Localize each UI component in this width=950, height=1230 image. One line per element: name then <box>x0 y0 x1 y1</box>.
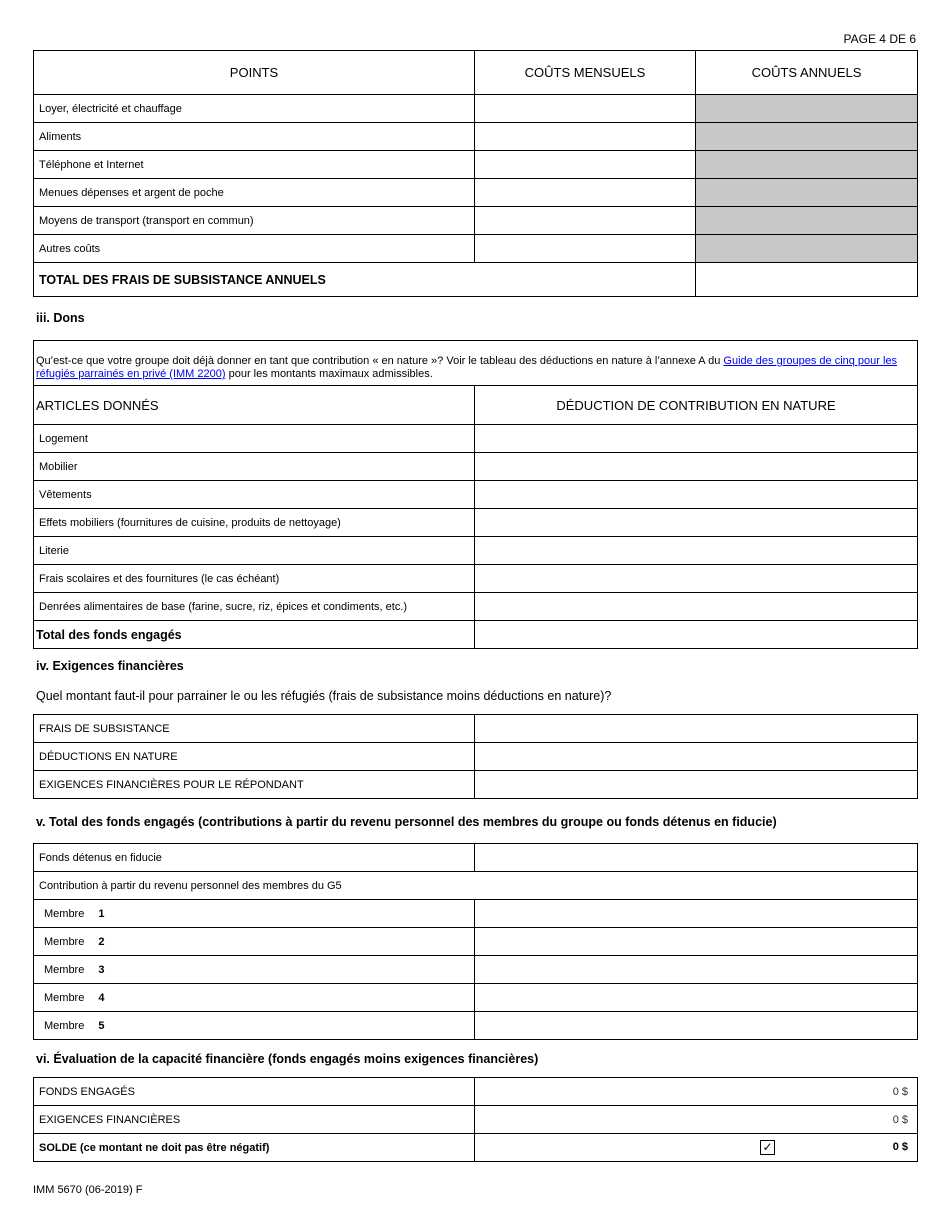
balance-value: 0 $ <box>892 1141 908 1153</box>
in-kind-deduction-input[interactable] <box>475 537 918 565</box>
member-contribution-input[interactable] <box>475 1012 918 1040</box>
form-code-footer: IMM 5670 (06-2019) F <box>33 1184 143 1196</box>
in-kind-deduction-input[interactable] <box>475 565 918 593</box>
donations-intro-text-end: pour les montants maximaux admissibles. <box>225 368 433 380</box>
donated-item-label: Frais scolaires et des fournitures (le cas échéant) <box>34 565 475 593</box>
donations-table <box>33 340 918 649</box>
funds-committed-section-title: v. Total des fonds engagés (contributions à partir du revenu personnel des membres du groupe ou fonds détenus en fiducie) <box>36 815 777 829</box>
member-number: 1 <box>98 907 105 920</box>
donations-intro-text: Qu’est-ce que votre groupe doit déjà donner en tant que contribution « en nature »? Voir le tableau des déductions en nature à l’annexe A du <box>36 355 724 367</box>
page-number: PAGE 4 DE 6 <box>843 32 916 46</box>
in-kind-deductions-label: DÉDUCTIONS EN NATURE <box>34 743 475 771</box>
sponsor-requirements-label: EXIGENCES FINANCIÈRES POUR LE RÉPONDANT <box>34 771 475 799</box>
annual-cost-cell <box>696 179 918 207</box>
member-row <box>34 928 475 956</box>
donated-item-label: Logement <box>34 425 475 453</box>
annual-cost-cell <box>696 207 918 235</box>
member-number: 2 <box>98 935 105 948</box>
donated-item-label: Effets mobiliers (fournitures de cuisine, produits de nettoyage) <box>34 509 475 537</box>
member-label: Membre <box>44 935 85 948</box>
balance-checkbox[interactable]: ✓ <box>760 1140 775 1155</box>
in-kind-deductions-value <box>475 743 918 771</box>
member-row <box>34 984 475 1012</box>
living-costs-value <box>475 715 918 743</box>
financial-requirements-question: Quel montant faut-il pour parrainer le ou les réfugiés (frais de subsistance moins déductions en nature)? <box>36 689 612 703</box>
in-kind-deduction-input[interactable] <box>475 425 918 453</box>
cost-row-label: Loyer, électricité et chauffage <box>34 95 475 123</box>
member-number: 5 <box>98 1019 105 1032</box>
in-kind-deduction-input[interactable] <box>475 481 918 509</box>
annual-cost-cell <box>696 123 918 151</box>
monthly-cost-input[interactable] <box>475 95 696 123</box>
member-row <box>34 956 475 984</box>
funds-committed-label: FONDS ENGAGÉS <box>34 1078 475 1106</box>
header-donated-items: ARTICLES DONNÉS <box>34 386 475 425</box>
financial-requirements-section-title: iv. Exigences financières <box>36 659 184 673</box>
member-contribution-input[interactable] <box>475 900 918 928</box>
donations-intro <box>34 341 918 386</box>
financial-requirements-value: 0 $ <box>475 1106 918 1134</box>
financial-requirements-label: EXIGENCES FINANCIÈRES <box>34 1106 475 1134</box>
donated-item-label: Vêtements <box>34 481 475 509</box>
cost-row-label: Aliments <box>34 123 475 151</box>
balance-cell <box>475 1134 918 1162</box>
imm-2200-guide-link[interactable]: Guide des groupes de cinq pour les réfugiés parrainés en privé (IMM 2200) <box>36 355 898 380</box>
cost-row-label: Téléphone et Internet <box>34 151 475 179</box>
balance-label: SOLDE (ce montant ne doit pas être négatif) <box>34 1134 475 1162</box>
member-label: Membre <box>44 963 85 976</box>
donated-item-label: Mobilier <box>34 453 475 481</box>
member-label: Membre <box>44 907 85 920</box>
header-monthly-costs: COÛTS MENSUELS <box>475 51 696 95</box>
member-label: Membre <box>44 991 85 1004</box>
sponsor-requirements-value <box>475 771 918 799</box>
member-number: 4 <box>98 991 105 1004</box>
financial-requirements-table <box>33 714 918 799</box>
monthly-cost-input[interactable] <box>475 235 696 263</box>
capacity-table <box>33 1077 918 1162</box>
cost-row-label: Autres coûts <box>34 235 475 263</box>
in-kind-deduction-input[interactable] <box>475 509 918 537</box>
capacity-section-title: vi. Évaluation de la capacité financière (fonds engagés moins exigences financières) <box>36 1052 539 1066</box>
trust-funds-label: Fonds détenus en fiducie <box>34 844 475 872</box>
total-annual-living-costs-label: TOTAL DES FRAIS DE SUBSISTANCE ANNUELS <box>34 263 696 297</box>
in-kind-deduction-input[interactable] <box>475 453 918 481</box>
monthly-cost-input[interactable] <box>475 151 696 179</box>
cost-row-label: Menues dépenses et argent de poche <box>34 179 475 207</box>
member-row <box>34 1012 475 1040</box>
member-contribution-input[interactable] <box>475 984 918 1012</box>
cost-row-label: Moyens de transport (transport en commun) <box>34 207 475 235</box>
living-costs-table <box>33 50 918 297</box>
annual-cost-cell <box>696 235 918 263</box>
member-label: Membre <box>44 1019 85 1032</box>
annual-cost-cell <box>696 95 918 123</box>
member-number: 3 <box>98 963 105 976</box>
header-in-kind-deduction: DÉDUCTION DE CONTRIBUTION EN NATURE <box>475 386 918 425</box>
donated-item-label: Literie <box>34 537 475 565</box>
header-points: POINTS <box>34 51 475 95</box>
monthly-cost-input[interactable] <box>475 179 696 207</box>
member-row <box>34 900 475 928</box>
donations-total-value <box>475 621 918 649</box>
annual-cost-cell <box>696 151 918 179</box>
monthly-cost-input[interactable] <box>475 123 696 151</box>
member-contribution-input[interactable] <box>475 956 918 984</box>
member-contribution-label: Contribution à partir du revenu personnel des membres du G5 <box>34 872 918 900</box>
donations-total-label: Total des fonds engagés <box>34 621 475 649</box>
donated-item-label: Denrées alimentaires de base (farine, sucre, riz, épices et condiments, etc.) <box>34 593 475 621</box>
funds-committed-table <box>33 843 918 1040</box>
funds-committed-value: 0 $ <box>475 1078 918 1106</box>
total-annual-living-costs-value <box>696 263 918 297</box>
member-contribution-input[interactable] <box>475 928 918 956</box>
header-annual-costs: COÛTS ANNUELS <box>696 51 918 95</box>
in-kind-deduction-input[interactable] <box>475 593 918 621</box>
donations-section-title: iii. Dons <box>36 311 85 325</box>
living-costs-label: FRAIS DE SUBSISTANCE <box>34 715 475 743</box>
trust-funds-input[interactable] <box>475 844 918 872</box>
monthly-cost-input[interactable] <box>475 207 696 235</box>
